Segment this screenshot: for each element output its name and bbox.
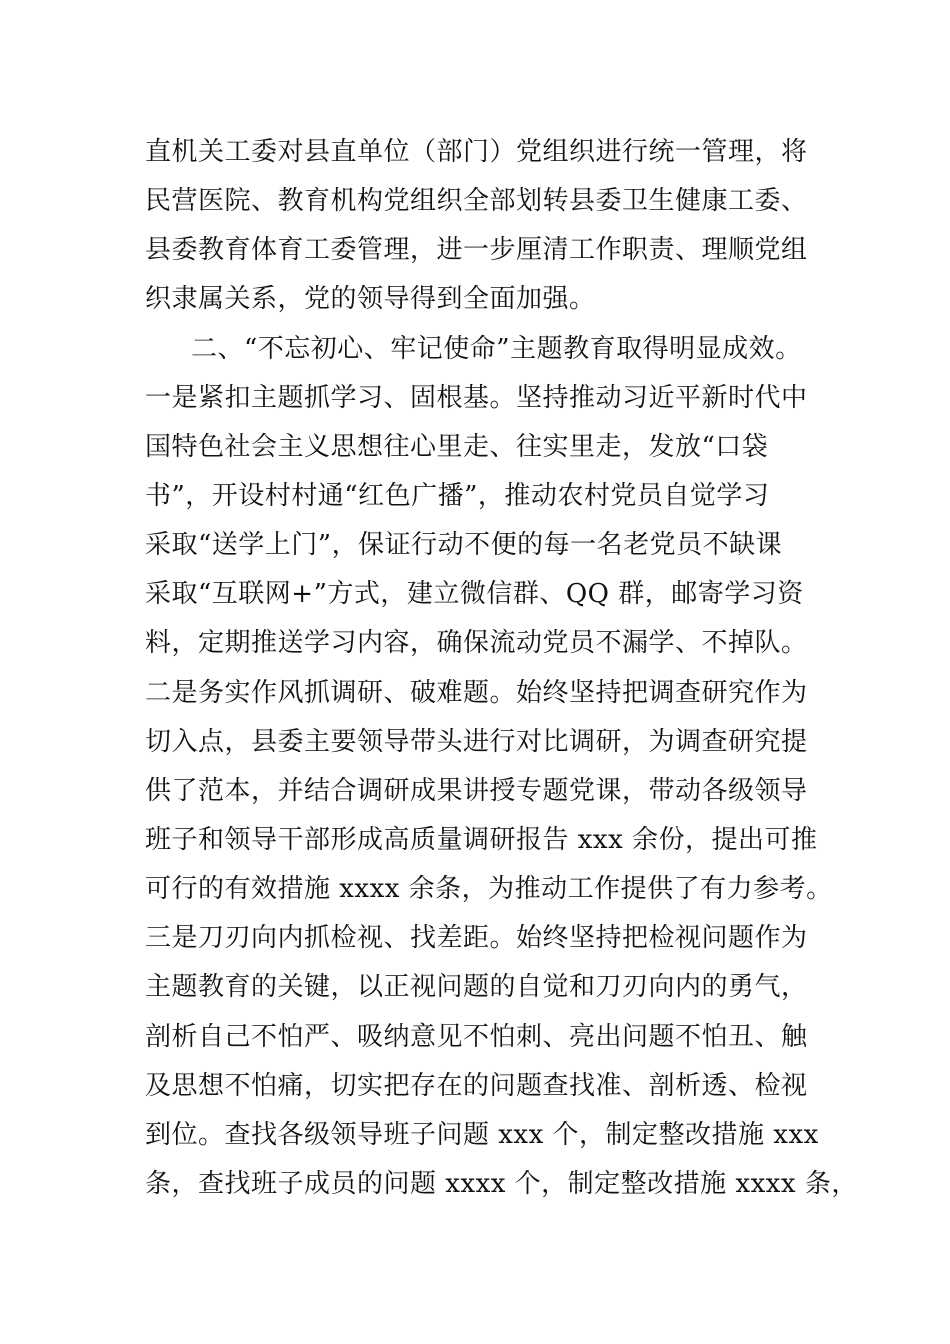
text-line: 采取“送学上门”，保证行动不便的每一名老党员不缺课 (145, 530, 783, 561)
text-line: 民营医院、教育机构党组织全部划转县委卫生健康工委、 (145, 186, 808, 217)
text-line: 三是刀刃向内抓检视、找差距。始终坚持把检视问题作为 (145, 923, 808, 954)
text-line: 一是紧扣主题抓学习、固根基。坚持推动习近平新时代中 (145, 382, 808, 413)
text-line: 主题教育的关键，以正视问题的自觉和刀刃向内的勇气， (145, 972, 808, 1003)
text-line: 剖析自己不怕严、吸纳意见不怕刺、亮出问题不怕丑、触 (145, 1021, 808, 1052)
text-line: 班子和领导干部形成高质量调研报告 xxx 余份，提出可推 (145, 824, 818, 855)
text-line: 及思想不怕痛，切实把存在的问题查找准、剖析透、检视 (145, 1070, 808, 1101)
text-line: 料，定期推送学习内容，确保流动党员不漏学、不掉队。 (145, 628, 808, 659)
text-line: 县委教育体育工委管理，进一步厘清工作职责、理顺党组 (145, 235, 808, 266)
text-line: 采取“互联网+”方式，建立微信群、QQ 群，邮寄学习资 (145, 579, 804, 610)
text-line: 到位。查找各级领导班子问题 xxx 个，制定整改措施 xxx (145, 1119, 819, 1150)
section-heading: 二、“不忘初心、牢记使命”主题教育取得明显成效。 (191, 333, 802, 364)
text-line: 织隶属关系，党的领导得到全面加强。 (145, 284, 596, 315)
text-line: 二是务实作风抓调研、破难题。始终坚持把调查研究作为 (145, 677, 808, 708)
text-line: 直机关工委对县直单位（部门）党组织进行统一管理，将 (145, 137, 808, 167)
text-line: 条，查找班子成员的问题 xxxx 个，制定整改措施 xxxx 条， (145, 1168, 858, 1199)
text-line: 书”，开设村村通“红色广播”，推动农村党员自觉学习 (145, 480, 770, 511)
text-line: 国特色社会主义思想往心里走、往实里走，发放“口袋 (145, 431, 769, 462)
text-line: 切入点，县委主要领导带头进行对比调研，为调查研究提 (145, 726, 808, 757)
body-text (145, 128, 858, 1209)
text-line: 供了范本，并结合调研成果讲授专题党课，带动各级领导 (145, 775, 808, 806)
text-line: 可行的有效措施 xxxx 余条，为推动工作提供了有力参考。 (145, 874, 833, 905)
